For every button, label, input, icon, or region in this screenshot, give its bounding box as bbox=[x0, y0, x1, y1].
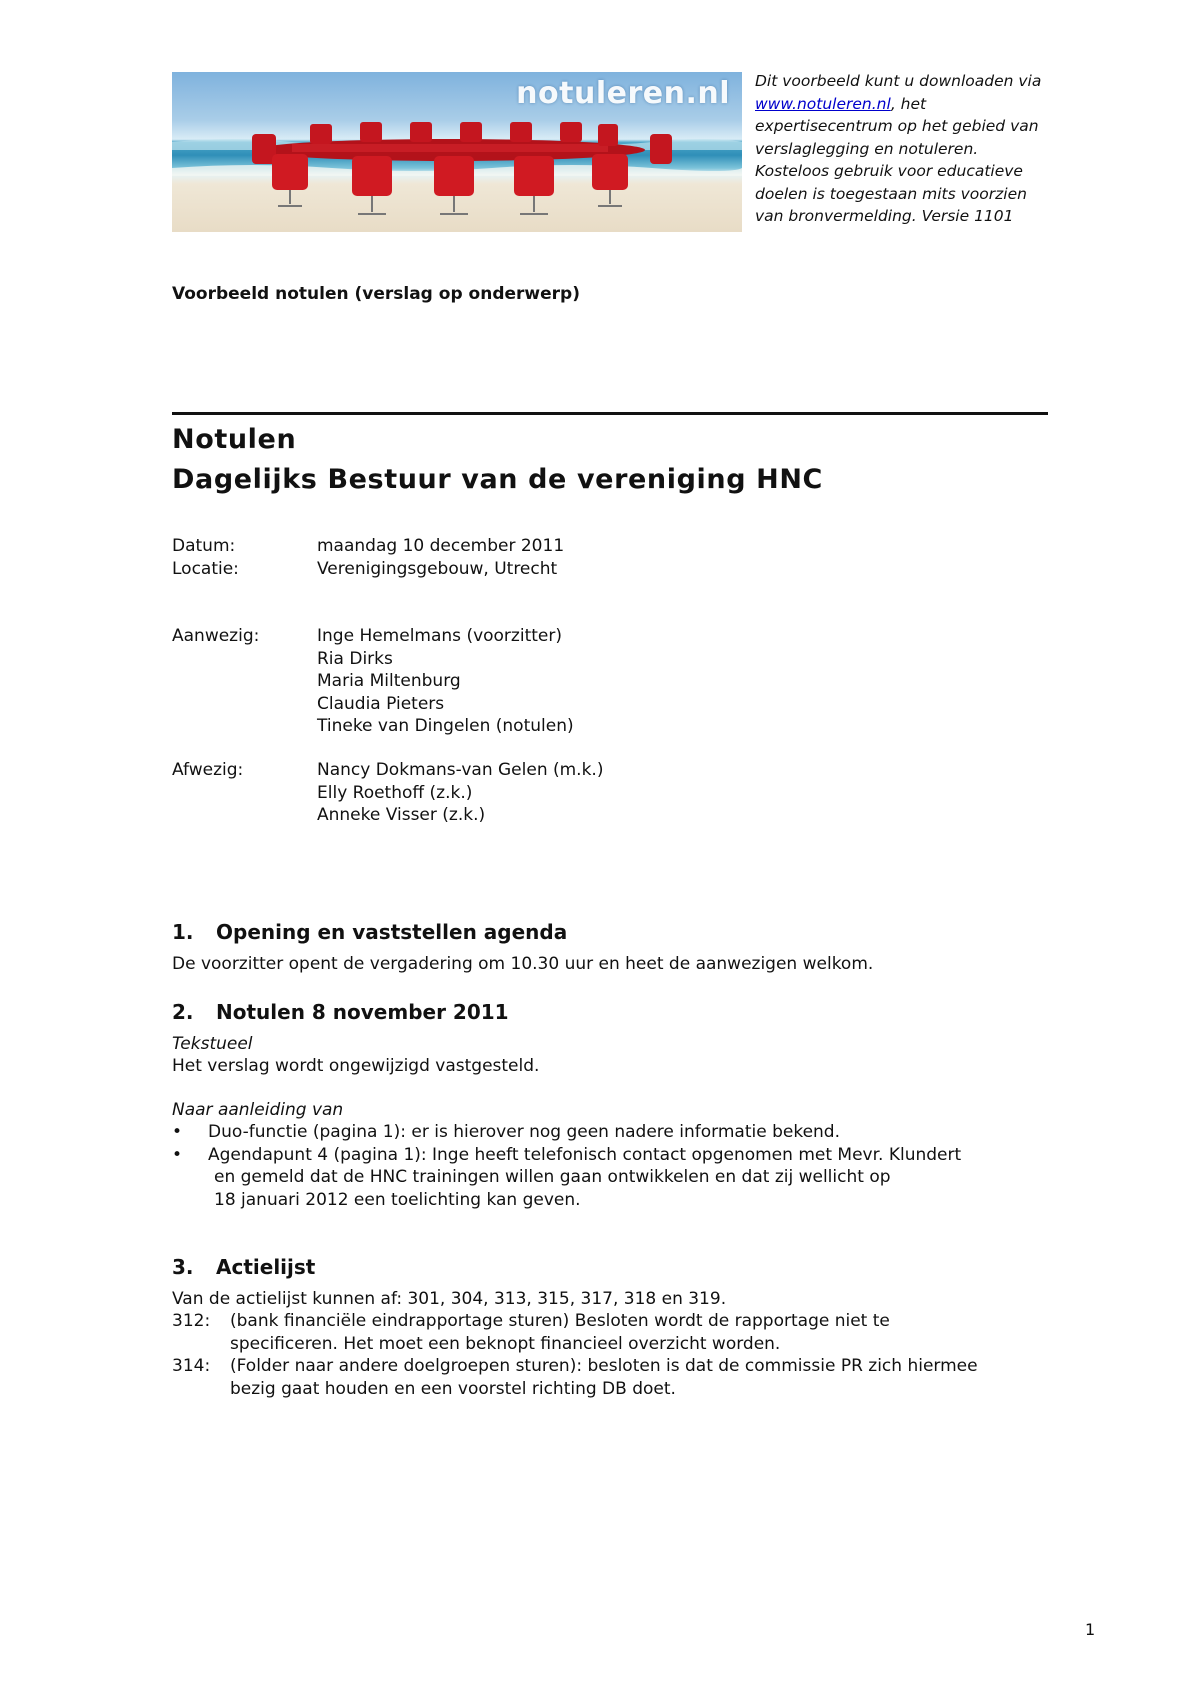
attendees-present: Aanwezig: Inge Hemelmans (voorzitter) Ria Dirks Maria Miltenburg Claudia Pieters Tineke van Dingelen (notulen) bbox=[172, 626, 574, 736]
page-title: Notulen Dagelijks Bestuur van de vereniging HNC bbox=[172, 424, 823, 495]
section-text: De voorzitter opent de vergadering om 10.30 uur en heet de aanwezigen welkom. bbox=[172, 954, 874, 974]
meeting-details: Datum: maandag 10 december 2011 Locatie: Verenigingsgebouw, Utrecht bbox=[172, 536, 565, 579]
action-item: 314: (Folder naar andere doelgroepen sturen): besloten is dat de commissie PR zich hiermee bezig gaat houden en een voorstel richting DB doet. bbox=[172, 1356, 978, 1399]
section-heading: 2. Notulen 8 november 2011 bbox=[172, 1000, 509, 1024]
notuleren-logo: notuleren.nl bbox=[516, 76, 730, 111]
list-item: • Agendapunt 4 (pagina 1): Inge heeft telefonisch contact opgenomen met Mevr. Klundert en gemeld dat de HNC trainingen willen gaan ontwikkelen en dat zij wellicht op 18 januari 2012 een toelichting kan geven. bbox=[172, 1144, 962, 1210]
notuleren-link[interactable]: www.notuleren.nl bbox=[755, 94, 891, 113]
action-code: 312: bbox=[172, 1311, 211, 1331]
page-number: 1 bbox=[1085, 1620, 1096, 1639]
attendee: Maria Miltenburg bbox=[317, 671, 461, 691]
attendee: Inge Hemelmans (voorzitter) bbox=[317, 626, 562, 646]
section-heading: 3. Actielijst bbox=[172, 1255, 316, 1279]
attendees-absent: Afwezig: Nancy Dokmans-van Gelen (m.k.) Elly Roethoff (z.k.) Anneke Visser (z.k.) bbox=[172, 760, 604, 825]
download-disclaimer: Dit voorbeeld kunt u downloaden via www.notuleren.nl, het expertisecentrum op het gebied van verslaglegging en notuleren. Kosteloos gebruik voor educatieve doelen is toegestaan mits voorzien van bronvermelding. Versie 1101 bbox=[755, 72, 1042, 225]
bullet-icon: • bbox=[172, 1144, 183, 1165]
title-divider bbox=[172, 412, 1048, 415]
attendee: Tineke van Dingelen (notulen) bbox=[317, 716, 574, 736]
action-code: 314: bbox=[172, 1356, 211, 1376]
action-item: 312: (bank financiële eindrapportage sturen) Besloten wordt de rapportage niet te specificeren. Het moet een beknopt financieel overzicht worden. bbox=[172, 1311, 890, 1354]
document-label: Voorbeeld notulen (verslag op onderwerp) bbox=[172, 284, 580, 304]
section-heading: 1. Opening en vaststellen agenda bbox=[172, 920, 568, 944]
absentee: Nancy Dokmans-van Gelen (m.k.) bbox=[317, 760, 604, 780]
subheading: Tekstueel bbox=[172, 1034, 253, 1054]
absentee: Anneke Visser (z.k.) bbox=[317, 805, 486, 825]
header-banner-image bbox=[172, 72, 742, 232]
bullet-list bbox=[172, 1121, 1068, 1211]
bullet-icon: • bbox=[172, 1122, 183, 1142]
absentee: Elly Roethoff (z.k.) bbox=[317, 782, 473, 803]
list-item: • Duo-functie (pagina 1): er is hierover nog geen nadere informatie bekend. bbox=[172, 1122, 840, 1142]
subheading: Naar aanleiding van bbox=[172, 1100, 344, 1120]
section-text: Van de actielijst kunnen af: 301, 304, 313, 315, 317, 318 en 319. bbox=[172, 1289, 727, 1309]
section-text: Het verslag wordt ongewijzigd vastgesteld. bbox=[172, 1056, 540, 1076]
attendee: Ria Dirks bbox=[317, 648, 393, 669]
action-list bbox=[172, 1310, 1080, 1400]
attendee: Claudia Pieters bbox=[317, 693, 445, 714]
